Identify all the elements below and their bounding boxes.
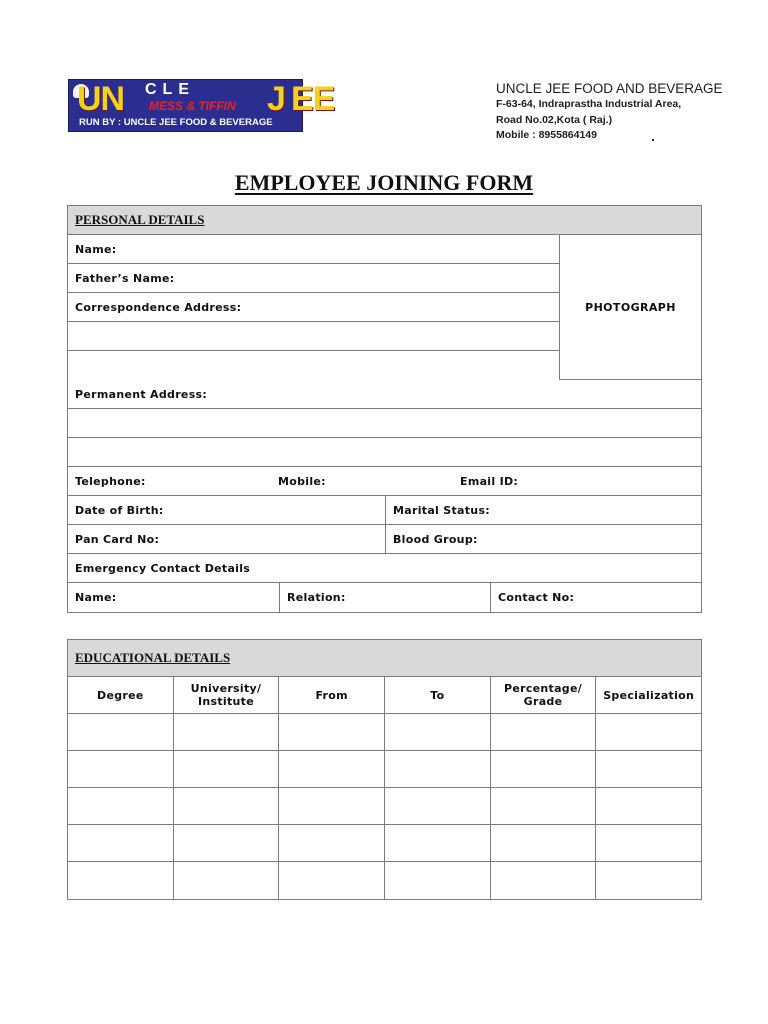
university-cell[interactable] <box>173 751 279 787</box>
dob-label: Date of Birth: <box>75 503 164 517</box>
degree-cell[interactable] <box>68 788 173 824</box>
university-cell[interactable] <box>173 714 279 750</box>
permanent-address-line-3[interactable] <box>68 438 701 467</box>
logo-tagline: MESS & TIFFIN <box>149 99 236 113</box>
education-row[interactable] <box>68 751 701 788</box>
educational-details-heading <box>68 640 701 677</box>
name-row[interactable] <box>68 235 559 264</box>
specialization-cell[interactable] <box>595 714 701 750</box>
specialization-cell[interactable] <box>595 825 701 861</box>
company-address-line1: F-63-64, Indraprastha Industrial Area, <box>496 98 682 110</box>
photograph-box[interactable]: PHOTOGRAPH <box>560 235 701 380</box>
logo-text-j: J <box>267 80 285 118</box>
personal-details-heading-text: PERSONAL DETAILS <box>75 212 205 227</box>
personal-top-block <box>68 235 701 380</box>
col-university: University/ Institute <box>173 677 279 713</box>
from-cell[interactable] <box>278 788 384 824</box>
education-header-row <box>68 677 701 714</box>
from-cell[interactable] <box>278 714 384 750</box>
university-cell[interactable] <box>173 788 279 824</box>
emergency-contact-label: Contact No: <box>490 583 701 612</box>
education-row[interactable] <box>68 714 701 751</box>
percentage-cell[interactable] <box>490 751 596 787</box>
to-cell[interactable] <box>384 825 490 861</box>
company-info <box>496 80 723 144</box>
permanent-address-line-2[interactable] <box>68 409 701 438</box>
emergency-name-label: Name: <box>75 591 117 604</box>
correspondence-address-line-2[interactable] <box>68 322 559 351</box>
contact-row[interactable] <box>68 467 701 496</box>
education-row[interactable] <box>68 788 701 825</box>
correspondence-address-row[interactable] <box>68 293 559 322</box>
personal-left-fields <box>68 235 560 380</box>
company-name: UNCLE JEE FOOD AND BEVERAGE <box>496 81 723 96</box>
form-title-text: EMPLOYEE JOINING FORM <box>234 170 534 195</box>
personal-details-heading <box>68 206 701 235</box>
logo-text-ee: EE <box>291 80 335 118</box>
permanent-address-row[interactable] <box>68 380 701 409</box>
percentage-cell[interactable] <box>490 862 596 899</box>
emergency-contact-row[interactable] <box>68 583 701 612</box>
name-label: Name: <box>75 242 117 256</box>
pan-row[interactable] <box>68 525 701 554</box>
company-mobile: Mobile : 8955864149 <box>496 129 597 141</box>
col-specialization: Specialization <box>595 677 701 713</box>
col-to: To <box>384 677 490 713</box>
permanent-address-label: Permanent Address: <box>75 387 208 401</box>
pan-label: Pan Card No: <box>75 532 160 546</box>
to-cell[interactable] <box>384 751 490 787</box>
percentage-cell[interactable] <box>490 788 596 824</box>
stray-dot <box>652 139 654 141</box>
to-cell[interactable] <box>384 788 490 824</box>
emergency-heading: Emergency Contact Details <box>75 561 251 575</box>
emergency-relation-label: Relation: <box>279 583 490 612</box>
father-name-label: Father’s Name: <box>75 271 175 285</box>
company-address-line2: Road No.02,Kota ( Raj.) <box>496 113 613 126</box>
from-cell[interactable] <box>278 751 384 787</box>
correspondence-address-line-3[interactable] <box>68 351 559 380</box>
degree-cell[interactable] <box>68 862 173 899</box>
university-cell[interactable] <box>173 825 279 861</box>
to-cell[interactable] <box>384 714 490 750</box>
to-cell[interactable] <box>384 862 490 899</box>
specialization-cell[interactable] <box>595 862 701 899</box>
col-percentage: Percentage/ Grade <box>490 677 596 713</box>
email-label: Email ID: <box>460 474 519 488</box>
blood-group-label: Blood Group: <box>385 525 701 553</box>
logo-text-un: UN <box>77 80 125 118</box>
specialization-cell[interactable] <box>595 751 701 787</box>
logo-run-by: RUN BY : UNCLE JEE FOOD & BEVERAGE <box>79 117 273 128</box>
degree-cell[interactable] <box>68 714 173 750</box>
percentage-cell[interactable] <box>490 825 596 861</box>
logo-text-cle: CLE <box>145 81 195 98</box>
education-row[interactable] <box>68 825 701 862</box>
correspondence-address-label: Correspondence Address: <box>75 300 242 314</box>
dob-row[interactable] <box>68 496 701 525</box>
education-row[interactable] <box>68 862 701 899</box>
from-cell[interactable] <box>278 825 384 861</box>
degree-cell[interactable] <box>68 825 173 861</box>
percentage-cell[interactable] <box>490 714 596 750</box>
marital-status-label: Marital Status: <box>385 496 701 524</box>
degree-cell[interactable] <box>68 751 173 787</box>
emergency-heading-row <box>68 554 701 583</box>
telephone-label: Telephone: <box>75 474 146 488</box>
col-degree: Degree <box>97 688 144 702</box>
educational-details-table <box>67 639 702 900</box>
personal-details-table <box>67 205 702 613</box>
company-logo <box>68 79 335 132</box>
from-cell[interactable] <box>278 862 384 899</box>
col-from: From <box>278 677 384 713</box>
university-cell[interactable] <box>173 862 279 899</box>
mobile-label: Mobile: <box>278 474 326 488</box>
educational-details-heading-text: EDUCATIONAL DETAILS <box>75 650 231 665</box>
form-title <box>0 170 768 196</box>
specialization-cell[interactable] <box>595 788 701 824</box>
father-name-row[interactable] <box>68 264 559 293</box>
